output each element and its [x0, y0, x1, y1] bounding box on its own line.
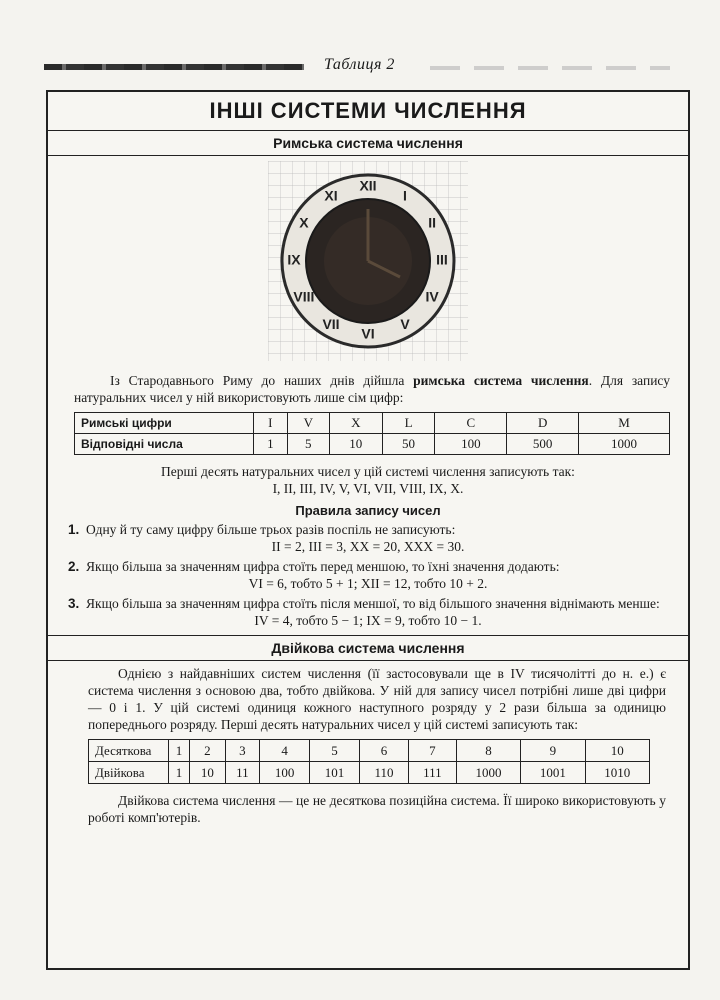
- roman-intro: [74, 372, 670, 406]
- clock-icon: [268, 161, 468, 361]
- clock-numeral: IV: [425, 288, 439, 305]
- roman-digit-cell: D: [507, 413, 579, 434]
- rules-title: Правила запису чисел: [295, 503, 441, 518]
- roman-digits-label: Римські цифри: [75, 413, 254, 434]
- table-row: [75, 434, 670, 455]
- rule-example: VI = 6, тобто 5 + 1; XII = 12, тобто 10 + 2.: [248, 576, 488, 591]
- binary-cell: 101: [310, 762, 360, 784]
- roman-section-title: Римська система числення: [48, 131, 688, 156]
- decimal-cell: 8: [456, 740, 520, 762]
- binary-cell: 1010: [585, 762, 649, 784]
- content-frame: [46, 90, 690, 970]
- decimal-label: Десяткова: [89, 740, 169, 762]
- rule-text: Одну й ту саму цифру більше трьох разів поспіль не записують:: [86, 522, 456, 537]
- binary-cell: 1: [169, 762, 190, 784]
- rule-example: II = 2, III = 3, XX = 20, XXX = 30.: [271, 539, 465, 554]
- rule-text: Якщо більша за значенням цифра стоїть перед меншою, то їхні значення додають:: [86, 559, 560, 574]
- clock-numeral: II: [428, 214, 436, 231]
- first-ten-text: Перші десять натуральних чисел у цій системі числення записують так:: [161, 464, 575, 479]
- clock-numeral: XII: [359, 177, 377, 194]
- roman-value-cell: 5: [287, 434, 329, 455]
- binary-cell: 110: [360, 762, 409, 784]
- clock-numeral: VI: [361, 325, 375, 342]
- clock-numeral: I: [403, 187, 407, 204]
- binary-label: Двійкова: [89, 762, 169, 784]
- roman-intro-text-2: . Для запису натуральних чисел у ній використовують лише сім цифр:: [74, 373, 670, 405]
- page-title: ІНШІ СИСТЕМИ ЧИСЛЕННЯ: [48, 92, 688, 131]
- rule-number: 1.: [68, 522, 80, 537]
- binary-cell: 1000: [456, 762, 520, 784]
- clock-numeral: III: [436, 251, 448, 268]
- decimal-cell: 2: [190, 740, 226, 762]
- header-decorative-strip-right: [430, 66, 670, 70]
- binary-cell: 111: [408, 762, 456, 784]
- binary-closing: Двійкова система числення — це не десяткова позиційна система. Її широко використовують у роботі комп'ютерів.: [88, 793, 666, 825]
- roman-values-label: Відповідні числа: [75, 434, 254, 455]
- roman-digit-cell: V: [287, 413, 329, 434]
- roman-digit-cell: I: [254, 413, 288, 434]
- roman-value-cell: 500: [507, 434, 579, 455]
- rule-example: IV = 4, тобто 5 − 1; IX = 9, тобто 10 − 1.: [254, 613, 482, 628]
- decimal-cell: 6: [360, 740, 409, 762]
- table-row: [89, 740, 650, 762]
- rule-text: Якщо більша за значенням цифра стоїть після меншої, то від більшого значення віднімають менше:: [86, 596, 660, 611]
- binary-section-title: Двійкова система числення: [48, 635, 688, 661]
- rule-item: [68, 521, 666, 538]
- roman-value-cell: 1000: [579, 434, 670, 455]
- clock-numeral: IX: [287, 251, 301, 268]
- roman-digit-cell: X: [329, 413, 382, 434]
- clock-numeral: XI: [324, 187, 338, 204]
- roman-intro-text-1: Із Стародавнього Риму до наших днів дійшла: [110, 373, 414, 388]
- roman-digits-table: [74, 412, 670, 455]
- roman-digit-cell: C: [435, 413, 507, 434]
- roman-value-cell: 1: [254, 434, 288, 455]
- clock-numeral: VII: [322, 315, 340, 332]
- decimal-cell: 9: [521, 740, 585, 762]
- rule-number: 3.: [68, 596, 80, 611]
- binary-cell: 11: [225, 762, 259, 784]
- first-ten-list: I, II, III, IV, V, VI, VII, VIII, IX, X.: [272, 481, 464, 496]
- header-decorative-strip: [44, 64, 304, 70]
- decimal-cell: 10: [585, 740, 649, 762]
- binary-cell: 10: [190, 762, 226, 784]
- clock-numeral: VIII: [293, 288, 315, 305]
- rule-item: [68, 595, 666, 612]
- table-row: [89, 762, 650, 784]
- clock-numeral: X: [299, 214, 309, 231]
- decimal-cell: 7: [408, 740, 456, 762]
- roman-digit-cell: L: [382, 413, 435, 434]
- rule-item: [68, 558, 666, 575]
- rule-number: 2.: [68, 559, 80, 574]
- roman-clock-illustration: [48, 156, 688, 366]
- binary-table: [88, 739, 650, 784]
- binary-paragraph: Однією з найдавніших систем числення (її застосовували ще в IV тисячолітті до н. е.) є система числення з основою два, тобто двійкова. У ній для запису чисел потрібні лише дві цифри — 0 і 1. У цій системі одиниця кожного наступного розряду у 2 рази більша за одиницю попереднього розряду. Перші десять натуральних чисел у цій системі записують так:: [88, 666, 666, 732]
- roman-digit-cell: M: [579, 413, 670, 434]
- binary-cell: 100: [260, 762, 310, 784]
- roman-value-cell: 100: [435, 434, 507, 455]
- decimal-cell: 5: [310, 740, 360, 762]
- roman-value-cell: 10: [329, 434, 382, 455]
- decimal-cell: 3: [225, 740, 259, 762]
- decimal-cell: 4: [260, 740, 310, 762]
- decimal-cell: 1: [169, 740, 190, 762]
- clock-numeral: V: [400, 315, 410, 332]
- roman-value-cell: 50: [382, 434, 435, 455]
- table-row: [75, 413, 670, 434]
- binary-cell: 1001: [521, 762, 585, 784]
- roman-intro-bold: римська система числення: [413, 373, 589, 388]
- table-label: Таблиця 2: [324, 56, 395, 73]
